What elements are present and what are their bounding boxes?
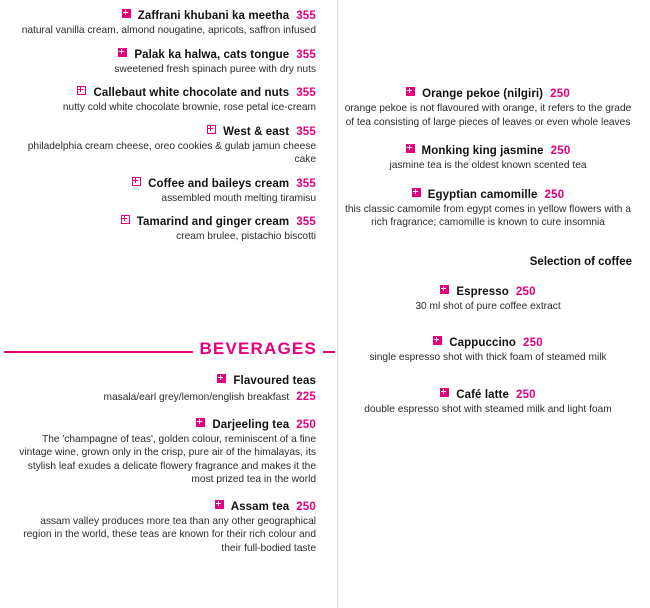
menu-item-name: Cappuccino [449, 337, 516, 350]
menu-item-name: Monking king jasmine [421, 145, 544, 158]
filled-square-icon [217, 374, 226, 383]
menu-item-head [14, 178, 316, 190]
menu-item-description: philadelphia cream cheese, oreo cookies & gulab jamun cheese cake [27, 140, 316, 166]
menu-item-name: Egyptian camomille [427, 188, 538, 201]
menu-item-head [14, 419, 316, 431]
menu-item-price: 250 [296, 418, 316, 431]
menu-item [340, 337, 636, 365]
filled-square-icon [118, 48, 127, 57]
menu-item-head [340, 88, 636, 100]
outline-square-icon [121, 215, 130, 224]
menu-item-head [14, 126, 316, 138]
menu-item-name: Coffee and baileys cream [148, 177, 290, 190]
menu-item-price: 250 [550, 88, 570, 100]
menu-item [340, 286, 636, 314]
beverages-column [0, 375, 330, 567]
menu-item-price: 355 [296, 216, 316, 229]
menu-item-name: Palak ka halwa, cats tongue [134, 48, 290, 61]
menu-item-description: orange pekoe is not flavoured with orange, it refers to the grade of tea consisting of large pieces of leaves or even whole leaves [344, 103, 632, 128]
menu-item-head [14, 10, 316, 22]
teas-and-coffee-column [340, 0, 650, 430]
menu-item [14, 87, 316, 115]
menu-item-description: single espresso shot with thick foam of steamed milk [369, 352, 607, 364]
menu-item-head [340, 389, 636, 401]
filled-square-icon [406, 87, 415, 96]
menu-item [340, 145, 636, 173]
menu-item-head [14, 501, 316, 513]
menu-item [14, 126, 316, 167]
menu-item-price: 250 [515, 388, 536, 401]
menu-item-description: natural vanilla cream, almond nougatine, apricots, saffron infused [21, 25, 316, 36]
menu-item-name: Flavoured teas [233, 375, 316, 387]
menu-item-name: Espresso [456, 285, 509, 298]
menu-item-price: 355 [296, 87, 316, 100]
menu-item-head [340, 337, 636, 349]
menu-item [340, 88, 636, 129]
outline-square-icon [132, 177, 141, 186]
menu-item-price: 250 [550, 145, 571, 158]
menu-item-head [14, 216, 316, 228]
filled-square-icon [412, 188, 421, 197]
menu-item-head [340, 189, 636, 201]
menu-item-price: 250 [515, 285, 536, 298]
menu-item-price: 355 [296, 48, 316, 61]
menu-item-price: 250 [296, 500, 316, 513]
menu-item-description: jasmine tea is the oldest known scented tea [389, 160, 587, 172]
filled-square-icon [215, 500, 224, 509]
menu-item-description: double espresso shot with steamed milk and light foam [364, 403, 612, 415]
menu-item [340, 189, 636, 230]
menu-item [14, 375, 316, 405]
desserts-column [0, 0, 330, 255]
menu-item-description: assam valley produces more tea than any other geographical region in the world, these teas are known for their rich colour and their full-bodied taste [23, 515, 316, 554]
column-divider [337, 0, 338, 608]
filled-square-icon [440, 388, 449, 397]
outline-square-icon [77, 86, 86, 95]
filled-square-icon [406, 144, 415, 153]
menu-item-description: nutty cold white chocolate brownie, rose petal ice-cream [62, 102, 316, 114]
filled-square-icon [122, 9, 131, 18]
menu-item-head [340, 286, 636, 298]
menu-item-name: Assam tea [230, 500, 290, 513]
menu-item-name: West & east [223, 125, 290, 138]
menu-item-description: assembled mouth melting tiramisu [161, 192, 316, 204]
menu-item-head [340, 145, 636, 157]
menu-item-price: 355 [296, 10, 316, 22]
menu-item-name: Café latte [456, 388, 509, 401]
menu-item [14, 10, 316, 38]
menu-item-head [14, 87, 316, 99]
menu-item [14, 49, 316, 77]
coffee-section-heading: Selection of coffee [529, 255, 632, 268]
filled-square-icon [440, 285, 449, 294]
outline-square-icon [207, 125, 216, 134]
menu-item [14, 178, 316, 206]
menu-item-price: 355 [296, 177, 316, 190]
beverages-section-header [0, 331, 337, 371]
menu-item [14, 419, 316, 487]
menu-item-description: 30 ml shot of pure coffee extract [415, 300, 561, 312]
menu-item [14, 216, 316, 244]
menu-item-description: cream brulee, pistachio biscotti [176, 231, 316, 243]
menu-item-description: sweetened fresh spinach puree with dry nuts [114, 63, 316, 75]
menu-item-description: The 'champagne of teas', golden colour, reminiscent of a fine vintage wine, grown only in the crisp, pure air of the himalayas, its stylish leaf exudes a delicate flowery fragrance and makes it the most prized tea in the world [19, 433, 316, 486]
menu-item-price: 355 [296, 125, 316, 138]
menu-item [14, 501, 316, 556]
menu-item-name: Tamarind and ginger cream [136, 216, 290, 229]
menu-item-head [14, 375, 316, 387]
filled-square-icon [196, 418, 205, 427]
menu-item [340, 389, 636, 417]
menu-item-price: 225 [296, 391, 316, 403]
menu-item-description: masala/earl grey/lemon/english breakfast [103, 392, 290, 403]
menu-item-price: 250 [544, 188, 565, 201]
menu-item-description: this classic camomile from egypt comes in yellow flowers with a rich fragrance; camomille is known to cure insomnia [345, 203, 631, 229]
filled-square-icon [433, 336, 442, 345]
beverages-heading: BEVERAGES [193, 339, 323, 359]
menu-item-desc-row [14, 389, 316, 405]
menu-item-price: 250 [523, 337, 543, 350]
menu-item-name: Orange pekoe (nilgiri) [422, 88, 544, 100]
menu-item-name: Callebaut white chocolate and nuts [93, 87, 290, 100]
menu-item-head [14, 49, 316, 61]
menu-item-name: Darjeeling tea [212, 418, 290, 431]
menu-item-name: Zaffrani khubani ka meetha [137, 10, 290, 22]
